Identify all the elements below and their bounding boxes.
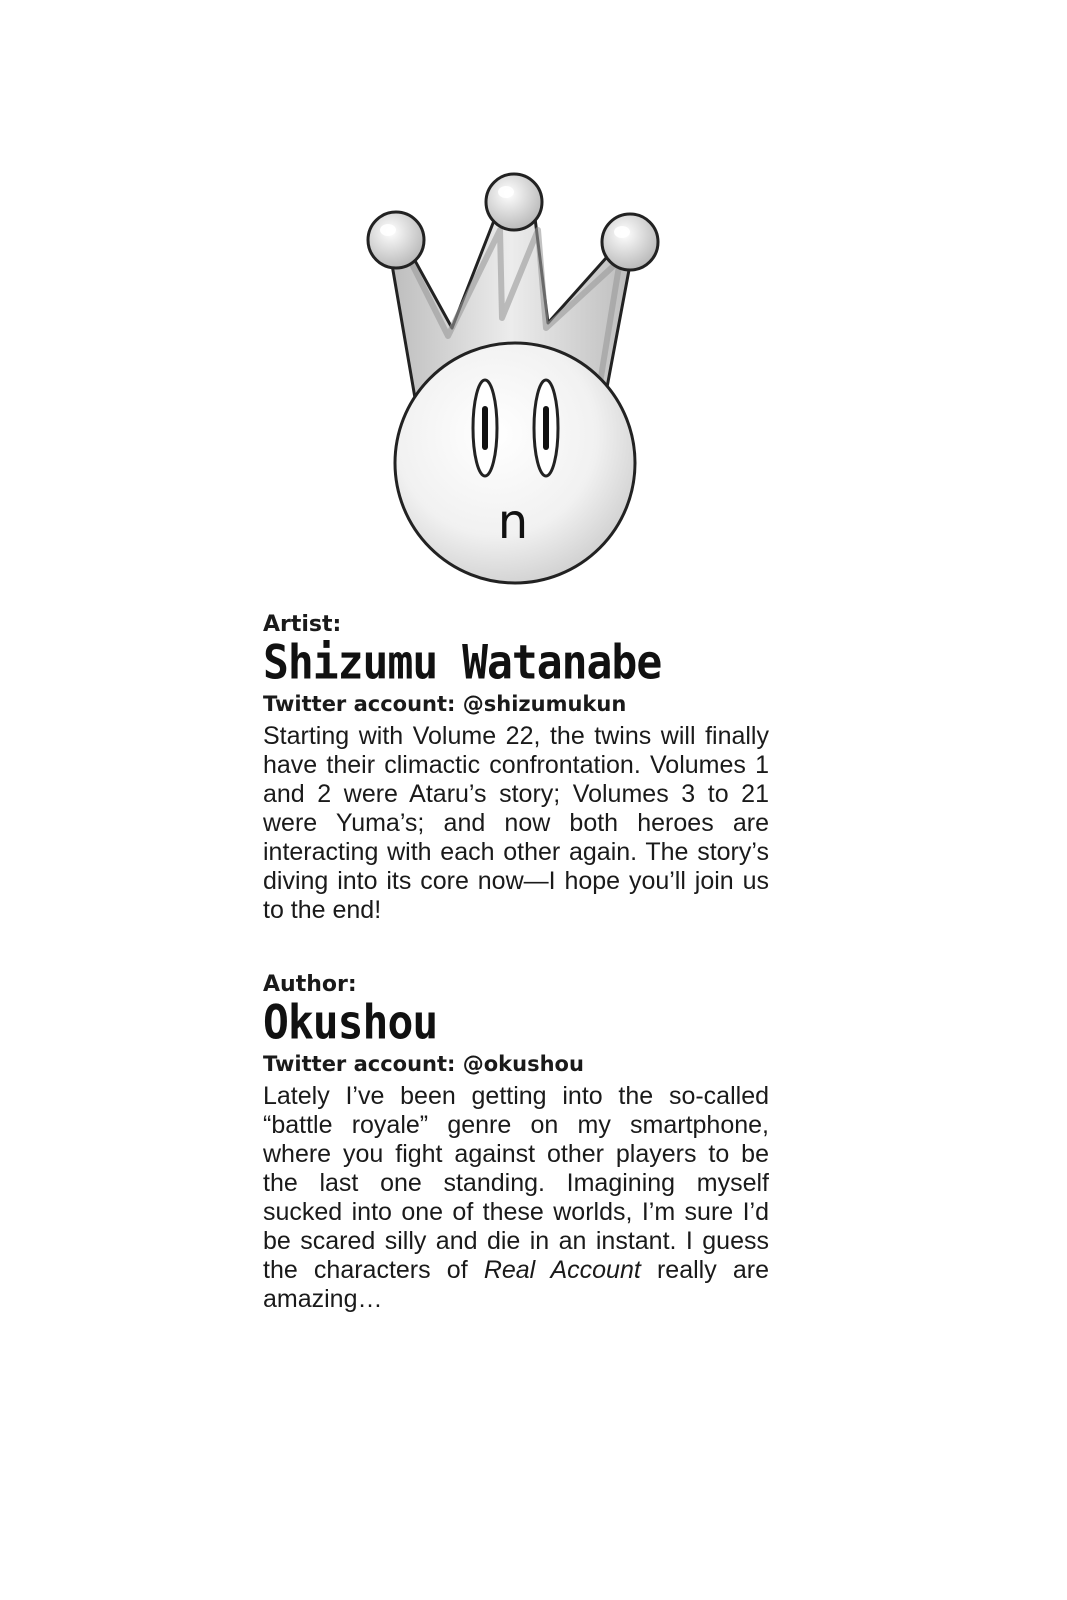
author-twitter-line [263,1050,769,1078]
crowned-ball-mascot-icon [360,168,666,588]
author-twitter-label: Twitter account: [263,1052,456,1076]
author-twitter-handle: @okushou [462,1052,584,1076]
author-comment-part-2: really are amazing… [263,1256,769,1313]
author-comment-part-1: Lately I’ve been getting into the so-called “battle royale” genre on my smartphone, where you fight against other players to be the last one standing. Imagining myself sucked into one of these worlds, I’m sure I’d be scared silly and die in an instant. I guess the characters of [263,1082,769,1284]
artist-comment: Starting with Volume 22, the twins will finally have their climactic confrontation. Volumes 1 and 2 were Ataru’s story; Volumes 3 to 21 were Yuma’s; and now both heroes are interacting with each other again. The story’s diving into its core now—I hope you’ll join us to the end! [263,722,769,924]
crown-knob-left [368,212,424,268]
artist-twitter-line [263,690,769,718]
artist-role-label: Artist: [263,612,342,637]
artist-twitter-handle: @shizumukun [462,692,627,716]
author-comment [263,1082,769,1314]
crown-knob-center [486,174,542,230]
crown-knob-right [602,214,658,270]
artist-section [263,612,769,925]
author-comment-title: Real Account [483,1256,641,1284]
author-section [263,972,769,1314]
author-role-label: Author: [263,972,357,997]
artist-name: Shizumu Watanabe [263,635,662,691]
author-name: Okushou [263,995,438,1051]
artist-twitter-label: Twitter account: [263,692,456,716]
mascot-mouth-letter: n [497,494,529,550]
